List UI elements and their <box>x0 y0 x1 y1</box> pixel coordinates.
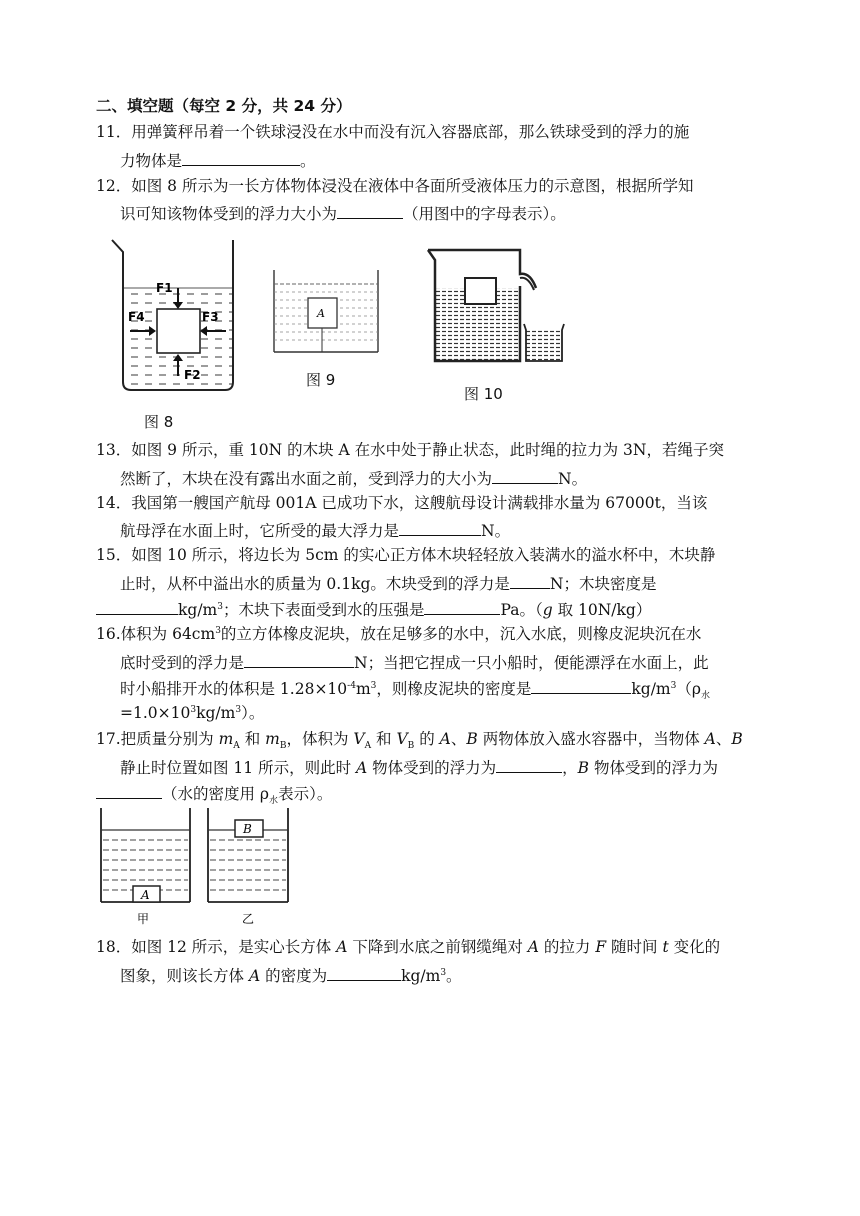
q17-b-buoyancy-blank[interactable] <box>96 782 162 799</box>
q15-buoyancy-blank[interactable] <box>510 572 550 589</box>
q14-line1: 14．我国第一艘国产航母 001A 已成功下水，这艘航母设计满载排水量为 67000t，当该 <box>96 494 708 512</box>
q11-line2: 力物体是 。 <box>120 149 316 171</box>
q16-line1: 16.体积为 $64cm^3$的立方体橡皮泥块，放在足够多的水中，沉入水底，则橡皮泥块沉在水 <box>96 625 702 643</box>
q15-density-blank[interactable] <box>96 598 178 615</box>
wooden-block <box>465 278 496 304</box>
container-yi-label: 乙 <box>242 912 255 926</box>
q18-line1: 18．如图 12 所示，是实心长方体 A 下降到水底之前钢缆绳对 A 的拉力 F 随时间 t 变化的 <box>96 938 721 956</box>
force-label-f1: F1 <box>156 281 173 295</box>
q15-line3: $kg/m^3$；木块下表面受到水的压强是 Pa。（g 取 10N/kg） <box>96 598 651 620</box>
q13-answer-blank[interactable] <box>492 467 558 484</box>
figure-8-caption: 图 8 <box>144 413 174 431</box>
q11-line1: 11．用弹簧秤吊着一个铁球浸没在水中而没有沉入容器底部，那么铁球受到的浮力的施 <box>96 123 690 141</box>
block-b-label: B <box>243 822 252 836</box>
figure-10-overflow-cup-diagram <box>424 246 570 368</box>
q13-line2: 然断了，木块在没有露出水面之前，受到浮力的大小为 N。 <box>120 467 587 489</box>
q15-pressure-blank[interactable] <box>424 598 500 615</box>
q13-line1: 13．如图 9 所示，重 10N 的木块 A 在水中处于静止状态，此时绳的拉力为 3N，若绳子突 <box>96 441 724 459</box>
q12-line2: 识可知该物体受到的浮力大小为 （用图中的字母表示）。 <box>120 202 566 224</box>
figure-9-container-diagram <box>270 268 384 356</box>
q18-line2: 图象，则该长方体 A 的密度为 $kg/m^3$。 <box>120 964 462 986</box>
q15-line1: 15．如图 10 所示，将边长为 5cm 的实心正方体木块轻轻放入装满水的溢水杯中，木块静 <box>96 546 716 564</box>
figure-10-caption: 图 10 <box>464 385 503 403</box>
force-label-f4: F4 <box>128 310 145 324</box>
q15-line2: 止时，从杯中溢出水的质量为 0.1kg。木块受到的浮力是 N；木块密度是 <box>120 572 656 594</box>
container-jia-label: 甲 <box>137 912 150 926</box>
q17-line2: 静止时位置如图 11 所示，则此时 A 物体受到的浮力为 ，B 物体受到的浮力为 <box>120 756 718 778</box>
q16-line2: 底时受到的浮力是 N；当把它捏成一只小船时，便能漂浮在水面上，此 <box>120 651 709 673</box>
block-a-label: A <box>141 888 150 902</box>
q11-answer-blank[interactable] <box>182 149 300 166</box>
q16-density-blank[interactable] <box>531 677 631 694</box>
q14-answer-blank[interactable] <box>399 519 481 536</box>
q16-line3: 时小船排开水的体积是 $1.28\times 10^{-4}m^3$，则橡皮泥块的密度是 $kg/m^3(\rho_水$ <box>120 677 710 699</box>
figure-9-caption: 图 9 <box>306 371 336 389</box>
section-title: 二、填空题（每空 2 分，共 24 分） <box>96 97 352 115</box>
q17-a-buoyancy-blank[interactable] <box>496 756 562 773</box>
figure-11-two-containers-diagram <box>96 806 296 930</box>
q17-line3: （水的密度用 $\rho_水$表示）。 <box>96 782 332 804</box>
figure-8-beaker-diagram <box>102 236 242 396</box>
q17-line1: 17.把质量分别为 $m_A$ 和 $m_B$，体积为 $V_A$ 和 $V_B$ 的 A、B 两物体放入盛水容器中，当物体 A、B <box>96 730 743 752</box>
submerged-block <box>157 309 200 353</box>
force-label-f3: F3 <box>202 310 219 324</box>
container-jia <box>101 808 190 926</box>
container-yi <box>208 808 288 926</box>
q14-line2: 航母浮在水面上时，它所受的最大浮力是 N。 <box>120 519 510 541</box>
block-a-label: A <box>317 307 325 320</box>
q18-density-blank[interactable] <box>327 964 401 981</box>
q16-buoyancy-blank[interactable] <box>244 651 354 668</box>
q12-line1: 12．如图 8 所示为一长方体物体浸没在液体中各面所受液体压力的示意图，根据所学知 <box>96 177 694 195</box>
q12-answer-blank[interactable] <box>337 202 403 219</box>
q16-line4: $=1.0\times 10^3kg/m^3$）。 <box>120 704 265 722</box>
force-label-f2: F2 <box>184 368 201 382</box>
